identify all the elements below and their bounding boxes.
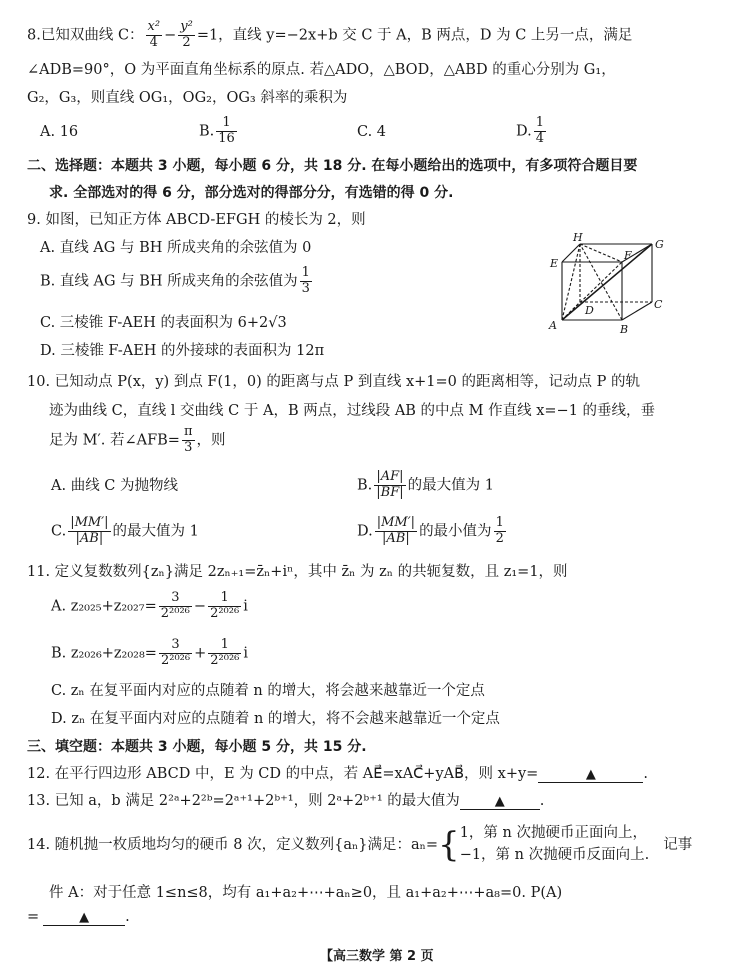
q10-option-d-den: |AB| xyxy=(382,530,410,546)
q10-option-c-frac xyxy=(68,516,110,547)
q9-option-d: D. 三棱锥 F-AEH 的外接球的表面积为 12π xyxy=(40,343,325,359)
label-d: D xyxy=(585,304,594,317)
q8-option-d-label: D. xyxy=(516,123,532,140)
q10-line2: 迹为曲线 C，直线 l 交曲线 C 于 A，B 两点，过线段 AB 的中点 M 作直线 x=−1 的垂线，垂 xyxy=(49,403,656,419)
section2-heading-line2: 求. 全部选对的得 6 分，部分选对的得部分分，有选错的得 0 分. xyxy=(49,185,454,201)
q13-end: . xyxy=(539,793,545,809)
q11-option-b-label: B. z₂₀₂₆+z₂₀₂₈= xyxy=(51,645,157,662)
q8-option-b-frac xyxy=(216,116,237,147)
q8-frac-x-num: x² xyxy=(147,19,161,34)
q10-option-d-num: |MM′| xyxy=(376,515,416,530)
q12-line xyxy=(27,767,648,783)
q14-equals: = xyxy=(27,909,40,925)
section3-heading: 三、填空题：本题共 3 小题，每小题 5 分，共 15 分. xyxy=(27,739,367,755)
q11-option-b xyxy=(51,638,248,669)
q14-case2: −1，第 n 次抛硬币反面向上. xyxy=(459,846,650,863)
q9-option-b-den: 3 xyxy=(301,280,310,296)
label-f: F xyxy=(624,249,632,262)
label-h: H xyxy=(573,232,583,244)
q9-option-b xyxy=(40,266,314,297)
page-footer: 【高三数学 第 2 页 xyxy=(320,949,434,964)
q8-frac-y xyxy=(178,20,195,51)
q11-option-b-frac2 xyxy=(208,638,241,669)
q10-option-b xyxy=(357,470,494,501)
q8-line1 xyxy=(27,20,632,51)
q10-option-b-num: |AF| xyxy=(374,470,405,486)
q13-text: 13. 已知 a，b 满足 2²ᵃ+2²ᵇ=2ᵃ⁺¹+2ᵇ⁺¹，则 2ᵃ+2ᵇ⁺¹ 的最大值为 xyxy=(27,793,460,809)
q10-option-c-den: |AB| xyxy=(75,530,104,546)
edge-bc xyxy=(622,302,652,320)
q10-option-b-suffix: 的最大值为 1 xyxy=(407,477,494,494)
q10-option-d-value-frac xyxy=(494,516,506,547)
q11-option-a-frac2 xyxy=(208,591,241,622)
line-hf-hidden xyxy=(580,244,622,262)
label-c: C xyxy=(654,298,663,311)
edge-eh xyxy=(562,244,580,262)
q13-answer-blank[interactable] xyxy=(460,794,540,810)
q8-frac-y-den: 2 xyxy=(182,34,191,50)
q10-option-b-label: B. xyxy=(357,477,373,494)
q9-option-a: A. 直线 AG 与 BH 所成夹角的余弦值为 0 xyxy=(40,240,312,256)
q9-option-b-num: 1 xyxy=(301,265,310,280)
q14-line1-prefix: 14. 随机抛一枚质地均匀的硬币 8 次，定义数列{aₙ}满足：aₙ= xyxy=(27,836,439,853)
q10-line1: 10. 已知动点 P(x，y) 到点 F(1，0) 的距离与点 P 到直线 x+1=0 的距离相等，记动点 P 的轨 xyxy=(27,374,640,390)
q11-option-b-den1: 2²⁰²⁶ xyxy=(160,652,191,668)
q12-answer-blank[interactable] xyxy=(538,767,643,783)
triangle-marker-icon: ▲ xyxy=(79,910,90,925)
q10-option-d-value-den: 2 xyxy=(495,530,504,546)
q8-option-b-label: B. xyxy=(199,123,215,140)
q10-option-d-value-num: 1 xyxy=(495,515,504,530)
q10-option-a: A. 曲线 C 为抛物线 xyxy=(51,478,179,494)
q8-frac-x-den: 4 xyxy=(149,34,158,50)
q8-option-d-den: 4 xyxy=(535,130,544,146)
q8-line2: ∠ADB=90°，O 为平面直角坐标系的原点. 若△ADO，△BOD，△ABD 的重心分别为 G₁， xyxy=(27,62,616,78)
section2-heading-line1: 二、选择题：本题共 3 小题，每小题 6 分，共 18 分. 在每小题给出的选项中，有多项符合题目要 xyxy=(27,158,638,174)
q11-option-a-num2: 1 xyxy=(208,591,241,607)
q14-line1-suffix: 记事 xyxy=(663,836,693,853)
q8-option-a: A. 16 xyxy=(40,124,79,140)
q10-angle-num: π xyxy=(183,424,193,439)
q10-option-c xyxy=(51,516,199,547)
q11-option-a-label: A. z₂₀₂₅+z₂₀₂₇= xyxy=(51,598,157,615)
q14-case1: 1，第 n 次抛硬币正面向上， xyxy=(459,825,647,841)
q11-option-b-num2: 1 xyxy=(208,638,241,654)
q9-option-b-frac xyxy=(300,266,312,297)
label-b: B xyxy=(620,323,629,336)
q8-option-b-num: 1 xyxy=(216,116,237,132)
q10-option-c-suffix: 的最大值为 1 xyxy=(112,523,199,540)
diagonal-ag xyxy=(562,244,652,320)
q11-option-a-tail: i xyxy=(243,598,248,615)
q9-stem: 9. 如图，已知正方体 ABCD-EFGH 的棱长为 2，则 xyxy=(27,212,366,228)
q8-frac-x xyxy=(146,20,163,51)
q8-line1-prefix: 8.已知双曲线 C： xyxy=(27,27,144,44)
q8-option-d-num: 1 xyxy=(535,115,544,130)
q12-end: . xyxy=(643,766,648,782)
q8-minus: − xyxy=(164,27,177,44)
q10-option-d xyxy=(357,516,508,547)
q11-option-b-tail: i xyxy=(243,645,249,662)
q12-text: 12. 在平行四边形 ABCD 中，E 为 CD 的中点，若 AE⃗=xAC⃗+yAB⃗，则 x+y= xyxy=(27,766,539,782)
q11-option-a-frac1 xyxy=(159,591,192,622)
q11-stem: 11. 定义复数数列{zₙ}满足 2zₙ₊₁=z̄ₙ+iⁿ，其中 z̄ₙ 为 zₙ 的共轭复数，且 z₁=1，则 xyxy=(27,564,568,580)
q8-option-d xyxy=(516,116,548,147)
q11-option-c: C. zₙ 在复平面内对应的点随着 n 的增大，将会越来越靠近一个定点 xyxy=(51,683,485,699)
q10-option-d-mid: 的最小值为 xyxy=(419,523,492,540)
q8-line1-suffix: =1，直线 y=−2x+b 交 C 于 A，B 两点，D 为 C 上另一点，满足 xyxy=(196,27,633,44)
triangle-marker-icon: ▲ xyxy=(585,767,596,782)
line-ah-hidden xyxy=(562,244,580,320)
label-a: A xyxy=(549,319,557,332)
q8-option-b xyxy=(199,116,239,147)
q14-answer-blank[interactable] xyxy=(43,910,125,926)
q9-option-c: C. 三棱锥 F-AEH 的表面积为 6+2√3 xyxy=(40,315,287,331)
q8-option-b-den: 16 xyxy=(218,130,235,146)
q8-option-c: C. 4 xyxy=(357,124,387,140)
q10-angle-frac xyxy=(182,425,195,456)
q11-option-b-num1: 3 xyxy=(159,638,192,654)
q10-line3-suffix: ，则 xyxy=(196,432,226,449)
q14-end: . xyxy=(125,909,130,925)
q11-option-a-num1: 3 xyxy=(159,591,192,607)
label-g: G xyxy=(655,238,664,251)
q10-line3-prefix: 足为 M′. 若∠AFB= xyxy=(49,432,180,449)
q10-option-d-label: D. xyxy=(357,523,373,540)
q13-line xyxy=(27,794,544,810)
q10-option-b-frac xyxy=(374,470,405,501)
q9-option-b-text: B. 直线 AG 与 BH 所成夹角的余弦值为 xyxy=(40,273,298,290)
q10-angle-den: 3 xyxy=(184,439,193,455)
q11-option-a-den1: 2²⁰²⁶ xyxy=(160,605,190,621)
q8-frac-y-num: y² xyxy=(180,19,193,34)
q10-option-c-num: |MM′| xyxy=(70,515,109,530)
q11-option-a xyxy=(51,591,248,622)
q14-line1 xyxy=(27,823,692,867)
q14-line2: 件 A：对于任意 1≤n≤8，均有 a₁+a₂+⋯+aₙ≥0，且 a₁+a₂+⋯+a₈=0. P(A) xyxy=(49,885,563,901)
q8-option-d-frac xyxy=(534,116,546,147)
q10-option-b-den: |BF| xyxy=(376,484,404,500)
label-e: E xyxy=(550,257,559,270)
q10-option-c-label: C. xyxy=(51,523,67,540)
q10-option-d-frac xyxy=(375,516,417,547)
q11-option-a-den2: 2²⁰²⁶ xyxy=(210,605,240,621)
q10-line3 xyxy=(49,425,226,456)
q11-option-b-frac1 xyxy=(159,638,192,669)
q11-option-d: D. zₙ 在复平面内对应的点随着 n 的增大，将不会越来越靠近一个定点 xyxy=(51,711,500,727)
q14-cases xyxy=(460,823,650,867)
cube-figure xyxy=(540,232,670,340)
q11-option-a-op: − xyxy=(193,598,207,615)
q8-line3: G₂，G₃，则直线 OG₁，OG₂，OG₃ 斜率的乘积为 xyxy=(27,90,348,106)
q11-option-b-den2: 2²⁰²⁶ xyxy=(210,652,240,668)
triangle-marker-icon: ▲ xyxy=(494,794,505,809)
left-brace-icon: { xyxy=(438,824,460,865)
q11-option-b-op: + xyxy=(194,645,207,662)
q14-line3 xyxy=(27,910,130,926)
